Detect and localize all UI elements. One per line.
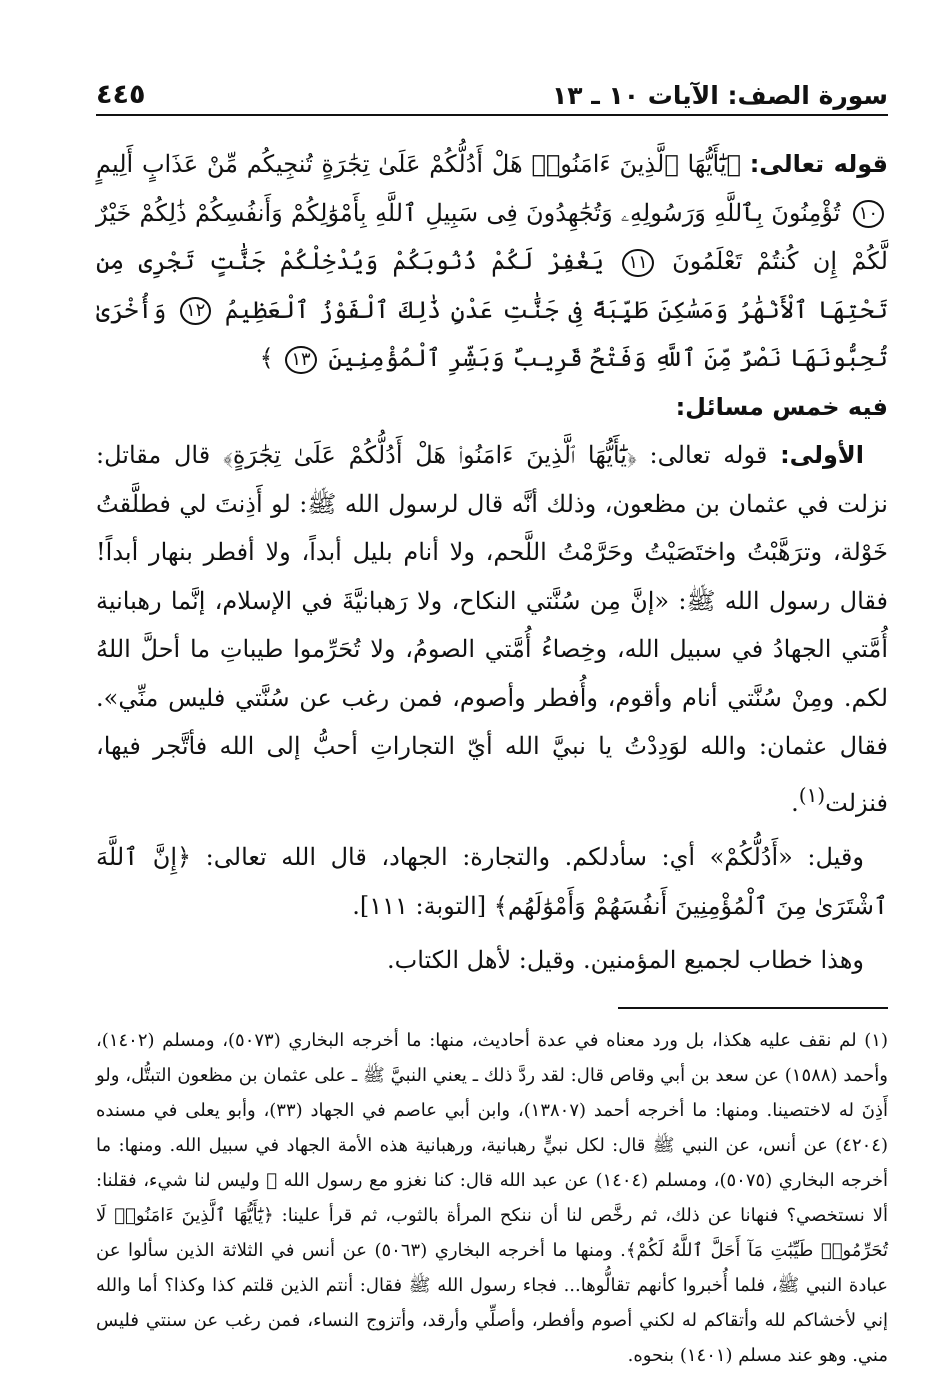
ayah-number-marker: ١٠ [853,200,884,228]
footnote-separator [618,1007,888,1009]
page-number: ٤٤٥ [96,79,146,110]
first-issue-text: قوله تعالى: ﴿يَٰٓأَيُّهَا ٱلَّذِينَ ءَامَنُوا۟ هَلْ أَدُلُّكُمْ عَلَىٰ تِجَٰرَةٍ﴾ قال مقاتل: نزلت في عثمان بن مظعون، وذلك أنَّه قال لرسول الله ﷺ: لو أَذِنتَ لي فطلَّقتُ خَوْلة، وترَهَّبْتُ واختَصَيْتُ وحَرَّمْتُ اللَّحم، ولا أنام بليل أبداً، ولا أفطر بنهار أبداً! فقال رسول الله ﷺ: «إنَّ مِن سُنَّتي النكاح، ولا رَهبانيَّةَ في الإسلام، إنَّما رهبانية أُمَّتي الجهادُ في سبيل الله، وخِصاءُ أُمَّتي الصومُ، ولا تُحَرِّموا طيباتِ ما أحلَّ اللهُ لكم. ومِنْ سُنَّتي أنام وأقوم، وأُفطر وأصوم، فمن رغب عن سُنَّتي فليس منِّي». فقال عثمان: والله لوَدِدْتُ يا نبيَّ الله أيّ التجاراتِ أحبُّ إلى الله فأتَّجر فيها، فنزلت [96,441,888,817]
ayah-number-marker: ١٢ [180,297,211,325]
first-issue-label: الأولى: [780,441,864,469]
book-page [96,66,888,1373]
verse-intro-label: قوله تعالى: [749,150,888,178]
verse-text-2: تُؤْمِنُونَ بِٱللَّهِ وَرَسُولِهِۦ وَتُجَٰهِدُونَ فِى سَبِيلِ ٱللَّهِ بِأَمْوَٰلِكُمْ وَأَنفُسِكُمْ ذَٰلِكُمْ خَيْرٌ لَّكُمْ إِن كُنتُمْ تَعْلَمُونَ [96,198,888,275]
verse-text-3: يَغْفِرْ لَكُمْ ذُنُوبَكُمْ وَيُدْخِلْكُمْ جَنَّٰتٍ تَجْرِى مِن تَحْتِهَا ٱلْأَنْهَٰرُ وَمَسَٰكِنَ طَيِّبَةً فِى جَنَّٰتِ عَدْنٍ ذَٰلِكَ ٱلْفَوْزُ ٱلْعَظِيمُ [96,247,888,324]
footnotes [96,1023,888,1373]
main-text [96,140,888,985]
verse-paragraph [96,140,888,383]
ayah-number-marker: ١٣ [285,346,316,374]
first-issue-end: . [791,788,799,817]
header-rule [96,114,888,116]
footnote-1: (١) لم نقف عليه هكذا، بل ورد معناه في عدة أحاديث، منها: ما أخرجه البخاري (٥٠٧٣)، ومسلم (١٤٠٢)، وأحمد (١٥٨٨) عن سعد بن أبي وقاص قال: لقد ردَّ ذلك ـ يعني النبيَّ ﷺ ـ على عثمان بن مظعون التبتُّل، ولو أَذِنَ له لاختصينا. ومنها: ما أخرجه أحمد (١٣٨٠٧)، وابن أبي عاصم في الجهاد (٣٣)، وأبو يعلى في مسنده (٤٢٠٤) عن أنس، عن النبي ﷺ قال: لكل نبيٍّ رهبانية، ورهبانية هذه الأمة الجهاد في سبيل الله. ومنها: ما أخرجه البخاري (٥٠٧٥)، ومسلم (١٤٠٤) عن عبد الله قال: كنا نغزو مع رسول الله ﷺ وليس لنا شيء، فقلنا: ألا نستخصي؟ فنهانا عن ذلك، ثم رخَّص لنا أن ننكح المرأة بالثوب، ثم قرأ علينا: ﴿يَٰٓأَيُّهَا ٱلَّذِينَ ءَامَنُوا۟ لَا تُحَرِّمُوا۟ طَيِّبَٰتِ مَآ أَحَلَّ ٱللَّهُ لَكُمْ﴾. ومنها ما أخرجه البخاري (٥٠٦٣) عن أنس في الثلاثة الذين سألوا عن عبادة النبي ﷺ، فلما أُخبروا كأنهم تقالُّوها... فجاء رسول الله ﷺ فقال: أنتم الذين قلتم كذا وكذا؟ أما والله إني لأخشاكم لله وأتقاكم له لكني أصوم وأفطر، وأصلِّي وأرقد، وأتزوج النساء، فمن رغب عن سنتي فليس مني. وهو عند مسلم (١٤٠١) بنحوه. [96,1029,889,1366]
verse-close-bracket: ﴾ [259,344,274,372]
verse-text-1: ﴿يَٰٓأَيُّهَا ٱلَّذِينَ ءَامَنُوا۟ هَلْ أَدُلُّكُمْ عَلَىٰ تِجَٰرَةٍ تُنجِيكُم مِّنْ عَذَابٍ أَلِيمٍ [96,150,741,178]
first-issue-paragraph [96,431,888,827]
section-heading: فيه خمس مسائل: [675,392,888,421]
ayah-number-marker: ١١ [622,249,653,277]
footnote-reference[interactable]: (١) [798,782,826,807]
second-paragraph: وقيل: «أَدُلُّكُمْ» أي: سأدلكم. والتجارة: الجهاد، قال الله تعالى: ﴿إِنَّ ٱللَّهَ ٱشْتَرَىٰ مِنَ ٱلْمُؤْمِنِينَ أَنفُسَهُمْ وَأَمْوَٰلَهُم﴾ [التوبة: ١١١]. [96,843,888,920]
page-header [96,66,888,110]
verse-text-4: وَأُخْرَىٰ تُحِبُّونَهَا نَصْرٌ مِّنَ ٱللَّهِ وَفَتْحٌ قَرِيبٌ وَبَشِّرِ ٱلْمُؤْمِنِينَ [96,295,888,372]
running-title: سورة الصف: الآيات ١٠ ـ ١٣ [552,81,888,110]
third-paragraph: وهذا خطاب لجميع المؤمنين. وقيل: لأهل الكتاب. [387,946,864,974]
